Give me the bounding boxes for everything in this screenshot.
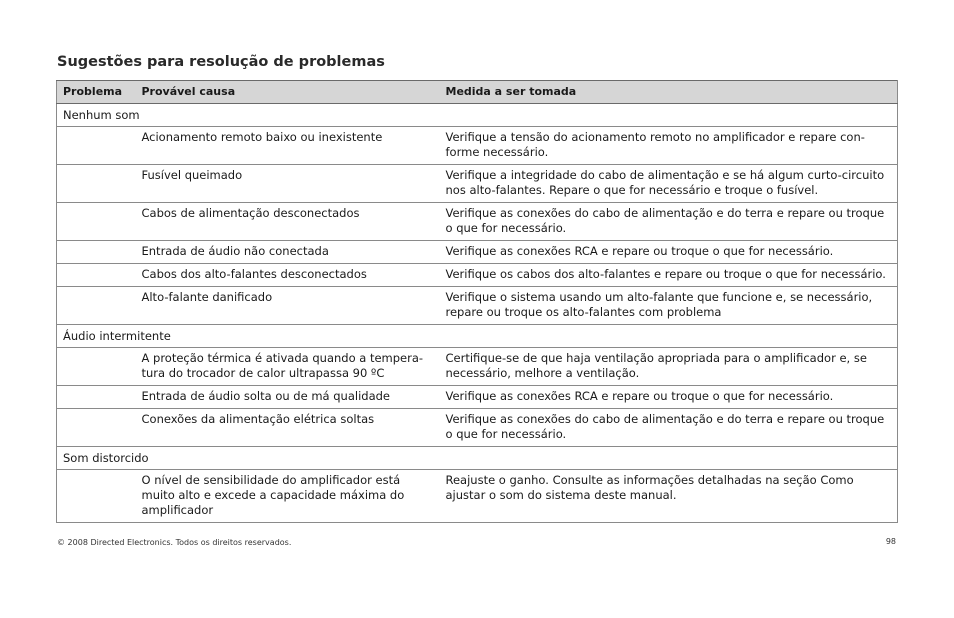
problem-group-row: [57, 447, 898, 470]
empty-cell: [57, 203, 137, 241]
column-header-cause: Provável causa: [137, 81, 439, 104]
empty-cell: [57, 264, 137, 287]
cause-cell: Acionamento remoto baixo ou inexistente: [137, 127, 439, 165]
action-cell: Reajuste o ganho. Consulte as informações detalhadas na seção Como ajustar o som do sistema deste manual.: [439, 470, 898, 523]
table-row: [57, 287, 898, 325]
action-cell: Verifique o sistema usando um alto-falante que funcione e, se necessário, repare ou troque os alto-falantes com problema: [439, 287, 898, 325]
table-row: [57, 127, 898, 165]
empty-cell: [57, 409, 137, 447]
action-cell: Verifique as conexões do cabo de alimentação e do terra e repare ou troque o que for necessário.: [439, 203, 898, 241]
page-title: Sugestões para resolução de problemas: [57, 54, 385, 70]
cause-cell: Cabos de alimentação desconectados: [137, 203, 439, 241]
table-header-row: [57, 81, 898, 104]
action-cell: Verifique as conexões RCA e repare ou troque o que for necessário.: [439, 386, 898, 409]
problem-group-row: [57, 104, 898, 127]
empty-cell: [57, 165, 137, 203]
cause-cell: Entrada de áudio solta ou de má qualidade: [137, 386, 439, 409]
cause-cell: A proteção térmica é ativada quando a tempera-tura do trocador de calor ultrapassa 90 ºC: [137, 348, 439, 386]
action-cell: Verifique as conexões do cabo de alimentação e do terra e repare ou troque o que for necessário.: [439, 409, 898, 447]
table-row: [57, 203, 898, 241]
empty-cell: [57, 470, 137, 523]
empty-cell: [57, 348, 137, 386]
empty-cell: [57, 386, 137, 409]
empty-cell: [57, 287, 137, 325]
empty-cell: [57, 241, 137, 264]
cause-cell: O nível de sensibilidade do amplificador está muito alto e excede a capacidade máxima do amplificador: [137, 470, 439, 523]
action-cell: Certifique-se de que haja ventilação apropriada para o amplificador e, se necessário, melhore a ventilação.: [439, 348, 898, 386]
cause-cell: Fusível queimado: [137, 165, 439, 203]
empty-cell: [57, 127, 137, 165]
action-cell: Verifique a integridade do cabo de alimentação e se há algum curto-circuito nos alto-falantes. Repare o que for necessário e troque o fusível.: [439, 165, 898, 203]
cause-cell: Conexões da alimentação elétrica soltas: [137, 409, 439, 447]
problem-cell: Áudio intermitente: [57, 325, 898, 348]
page-number: 98: [885, 537, 896, 546]
cause-cell: Entrada de áudio não conectada: [137, 241, 439, 264]
problem-group-row: [57, 325, 898, 348]
column-header-problem: Problema: [57, 81, 137, 104]
problem-cell: Som distorcido: [57, 447, 898, 470]
table-row: [57, 409, 898, 447]
cause-cell: Alto-falante danificado: [137, 287, 439, 325]
table-row: [57, 470, 898, 523]
table-row: [57, 264, 898, 287]
problem-cell: Nenhum som: [57, 104, 898, 127]
action-cell: Verifique as conexões RCA e repare ou troque o que for necessário.: [439, 241, 898, 264]
table-row: [57, 241, 898, 264]
table-row: [57, 165, 898, 203]
table-row: [57, 348, 898, 386]
cause-cell: Cabos dos alto-falantes desconectados: [137, 264, 439, 287]
footer-copyright: © 2008 Directed Electronics. Todos os direitos reservados.: [57, 538, 292, 547]
table-row: [57, 386, 898, 409]
action-cell: Verifique a tensão do acionamento remoto no amplificador e repare con-forme necessário.: [439, 127, 898, 165]
column-header-action: Medida a ser tomada: [439, 81, 898, 104]
troubleshooting-table: [56, 80, 898, 523]
action-cell: Verifique os cabos dos alto-falantes e repare ou troque o que for necessário.: [439, 264, 898, 287]
